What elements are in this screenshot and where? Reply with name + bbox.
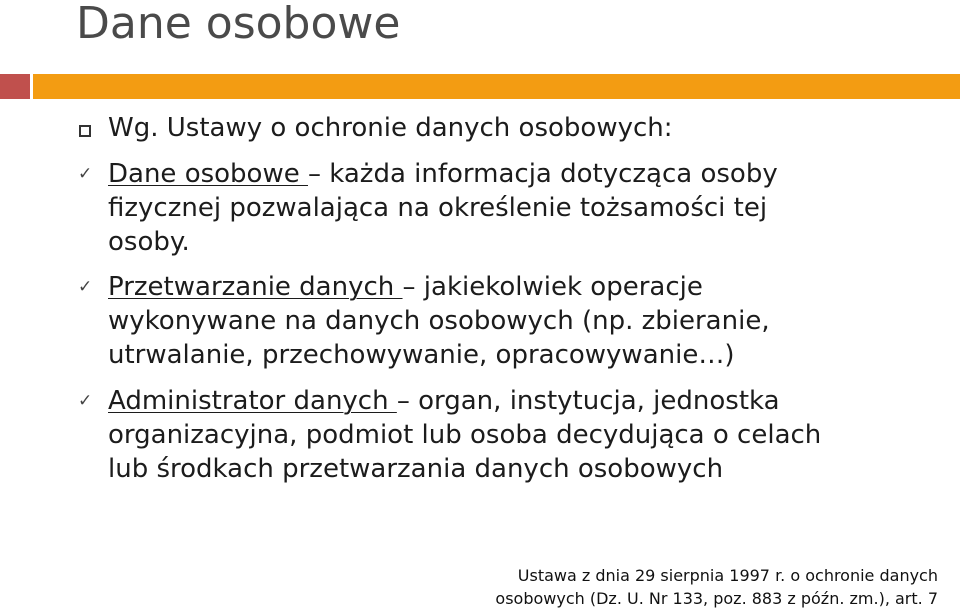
citation-line-1: Ustawa z dnia 29 sierpnia 1997 r. o ochronie danych: [517, 566, 938, 585]
definition-line: utrwalanie, przechowywanie, opracowywanie…): [108, 340, 735, 370]
definition-text: – każda informacja dotycząca osoby: [308, 159, 778, 189]
definition-line: [108, 157, 778, 191]
definition-term: Przetwarzanie danych: [108, 272, 403, 302]
citation: [495, 564, 938, 610]
accent-bar-left: [0, 74, 30, 99]
definition-line: [108, 270, 770, 304]
checkmark-icon: ✓: [78, 277, 93, 297]
intro-text: Wg. Ustawy o ochronie danych osobowych:: [108, 113, 673, 143]
definition-text: – jakiekolwiek operacje: [402, 272, 703, 302]
definition-dane-osobowe: [108, 157, 778, 259]
checkmark-icon: ✓: [78, 391, 93, 411]
definition-term: Dane osobowe: [108, 159, 308, 189]
definition-line: osoby.: [108, 227, 190, 257]
definition-administrator: [108, 384, 821, 486]
checkmark-icon: ✓: [78, 164, 93, 184]
accent-bar-main: [33, 74, 960, 99]
definition-line: [108, 384, 821, 418]
square-bullet-icon: [79, 125, 91, 137]
definition-line: fizycznej pozwalająca na określenie tożsamości tej: [108, 193, 768, 223]
definition-line: lub środkach przetwarzania danych osobowych: [108, 454, 724, 484]
definition-line: organizacyjna, podmiot lub osoba decydująca o celach: [108, 420, 822, 450]
definition-text: – organ, instytucja, jednostka: [396, 386, 780, 416]
definition-term: Administrator danych: [108, 386, 397, 416]
citation-line-2: osobowych (Dz. U. Nr 133, poz. 883 z późn. zm.), art. 7: [495, 589, 938, 608]
definition-przetwarzanie: [108, 270, 770, 372]
definition-line: wykonywane na danych osobowych (np. zbieranie,: [108, 306, 770, 336]
slide-title: Dane osobowe: [76, 0, 401, 49]
